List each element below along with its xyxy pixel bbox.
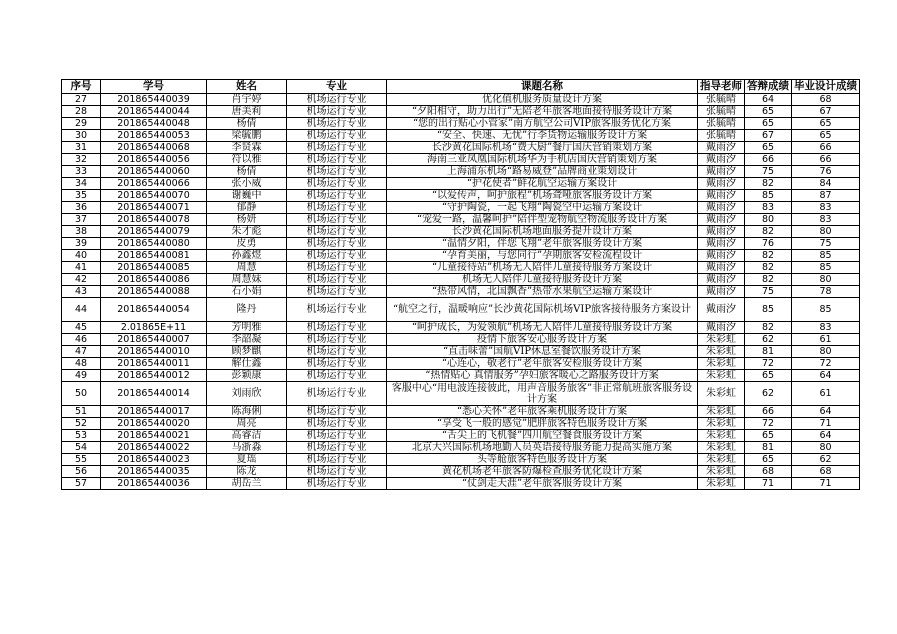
- header-major: 专业: [287, 80, 387, 94]
- table-row: [62, 250, 860, 262]
- table-row: [62, 142, 860, 154]
- cell-major: 机场运行专业: [287, 370, 387, 382]
- cell-row-number: 48: [62, 358, 101, 370]
- cell-topic-title: 长沙黄花国际机场“费大厨”餐厅国庆营销策划方案: [387, 142, 698, 154]
- header-design-score: 毕业设计成绩: [792, 80, 860, 94]
- cell-student-name: 陈龙: [207, 466, 287, 478]
- cell-major: 机场运行专业: [287, 358, 387, 370]
- cell-advisor: 朱彩虹: [698, 418, 745, 430]
- cell-student-name: 杨倩: [207, 166, 287, 178]
- cell-design-score: 83: [792, 214, 860, 226]
- cell-student-name: 隆丹: [207, 298, 287, 322]
- cell-major: 机场运行专业: [287, 106, 387, 118]
- cell-student-id: 201865440085: [101, 262, 207, 274]
- cell-row-number: 46: [62, 334, 101, 346]
- header-defense-score: 答辩成绩: [745, 80, 792, 94]
- table-row: [62, 466, 860, 478]
- cell-design-score: 80: [792, 346, 860, 358]
- cell-student-id: 201865440086: [101, 274, 207, 286]
- cell-advisor: 戴雨汐: [698, 190, 745, 202]
- cell-advisor: 朱彩虹: [698, 370, 745, 382]
- header-name: 姓名: [207, 80, 287, 94]
- cell-defense-score: 65: [745, 430, 792, 442]
- cell-topic-title: “热带风情，北国飘香”热带水果航空运输方案设计: [387, 286, 698, 298]
- cell-advisor: 戴雨汐: [698, 166, 745, 178]
- cell-design-score: 85: [792, 298, 860, 322]
- cell-advisor: 戴雨汐: [698, 274, 745, 286]
- cell-topic-title: “孕育美丽，与您同行”孕期旅客安检流程设计: [387, 250, 698, 262]
- cell-row-number: 55: [62, 454, 101, 466]
- header-advisor: 指导老师: [698, 80, 745, 94]
- cell-student-id: 201865440048: [101, 118, 207, 130]
- cell-design-score: 68: [792, 466, 860, 478]
- cell-student-name: 彭颖康: [207, 370, 287, 382]
- table-row: [62, 298, 860, 322]
- cell-advisor: 朱彩虹: [698, 382, 745, 406]
- table-row: [62, 130, 860, 142]
- cell-defense-score: 65: [745, 118, 792, 130]
- table-row: [62, 430, 860, 442]
- cell-student-name: 石小娟: [207, 286, 287, 298]
- cell-advisor: 朱彩虹: [698, 430, 745, 442]
- cell-design-score: 80: [792, 274, 860, 286]
- cell-design-score: 64: [792, 430, 860, 442]
- cell-major: 机场运行专业: [287, 262, 387, 274]
- cell-defense-score: 62: [745, 334, 792, 346]
- cell-defense-score: 82: [745, 322, 792, 334]
- cell-student-id: 201865440012: [101, 370, 207, 382]
- table-row: [62, 202, 860, 214]
- table-row: [62, 358, 860, 370]
- cell-student-name: 李韶凝: [207, 334, 287, 346]
- table-row: [62, 370, 860, 382]
- cell-row-number: 38: [62, 226, 101, 238]
- cell-student-name: 胡岳兰: [207, 478, 287, 490]
- cell-major: 机场运行专业: [287, 190, 387, 202]
- cell-student-name: 陈海俐: [207, 406, 287, 418]
- cell-major: 机场运行专业: [287, 322, 387, 334]
- cell-topic-title: “仗剑走天涯”老年旅客服务设计方案: [387, 478, 698, 490]
- cell-student-name: 杨妍: [207, 214, 287, 226]
- cell-student-name: 肖宇婷: [207, 94, 287, 106]
- table-row: [62, 322, 860, 334]
- cell-defense-score: 65: [745, 106, 792, 118]
- cell-row-number: 28: [62, 106, 101, 118]
- cell-design-score: 80: [792, 226, 860, 238]
- cell-design-score: 85: [792, 262, 860, 274]
- cell-advisor: 张毓晴: [698, 94, 745, 106]
- cell-advisor: 朱彩虹: [698, 454, 745, 466]
- cell-row-number: 29: [62, 118, 101, 130]
- cell-student-id: 201865440007: [101, 334, 207, 346]
- cell-defense-score: 82: [745, 226, 792, 238]
- cell-row-number: 50: [62, 382, 101, 406]
- table-body: [62, 94, 860, 490]
- cell-student-name: 周慧: [207, 262, 287, 274]
- cell-topic-title: 北京大兴国际机场地勤人员英语接待服务能力提高实施方案: [387, 442, 698, 454]
- cell-student-id: 201865440070: [101, 190, 207, 202]
- cell-major: 机场运行专业: [287, 94, 387, 106]
- cell-design-score: 78: [792, 286, 860, 298]
- cell-advisor: 戴雨汐: [698, 250, 745, 262]
- cell-student-id: 201865440080: [101, 238, 207, 250]
- cell-design-score: 71: [792, 478, 860, 490]
- cell-row-number: 54: [62, 442, 101, 454]
- cell-defense-score: 71: [745, 478, 792, 490]
- cell-student-name: 郁静: [207, 202, 287, 214]
- cell-student-id: 201865440060: [101, 166, 207, 178]
- cell-advisor: 张毓晴: [698, 118, 745, 130]
- cell-student-id: 201865440044: [101, 106, 207, 118]
- cell-major: 机场运行专业: [287, 118, 387, 130]
- cell-advisor: 戴雨汐: [698, 286, 745, 298]
- cell-row-number: 39: [62, 238, 101, 250]
- cell-student-name: 顾梦麒: [207, 346, 287, 358]
- cell-advisor: 朱彩虹: [698, 406, 745, 418]
- cell-topic-title: “呵护成长，为爱领航”机场无人陪伴儿童接待服务设计方案: [387, 322, 698, 334]
- cell-design-score: 67: [792, 106, 860, 118]
- cell-student-id: 201865440035: [101, 466, 207, 478]
- cell-topic-title: “享受飞一般的感觉”肥胖旅客特色服务设计方案: [387, 418, 698, 430]
- cell-defense-score: 65: [745, 142, 792, 154]
- cell-advisor: 朱彩虹: [698, 478, 745, 490]
- cell-row-number: 57: [62, 478, 101, 490]
- cell-topic-title: “儿童接待站”机场无人陪伴儿童接待服务方案设计: [387, 262, 698, 274]
- cell-design-score: 66: [792, 142, 860, 154]
- cell-topic-title: “舌尖上的飞机餐”四川航空餐食服务设计方案: [387, 430, 698, 442]
- cell-topic-title: 机场无人陪伴儿童接待服务设计方案: [387, 274, 698, 286]
- table-row: [62, 418, 860, 430]
- cell-defense-score: 85: [745, 298, 792, 322]
- cell-defense-score: 81: [745, 442, 792, 454]
- cell-design-score: 62: [792, 454, 860, 466]
- cell-major: 机场运行专业: [287, 298, 387, 322]
- cell-defense-score: 72: [745, 418, 792, 430]
- cell-design-score: 84: [792, 178, 860, 190]
- cell-student-id: 201865440081: [101, 250, 207, 262]
- cell-defense-score: 82: [745, 178, 792, 190]
- cell-major: 机场运行专业: [287, 130, 387, 142]
- table-row: [62, 286, 860, 298]
- cell-advisor: 朱彩虹: [698, 442, 745, 454]
- cell-advisor: 戴雨汐: [698, 178, 745, 190]
- cell-advisor: 戴雨汐: [698, 202, 745, 214]
- table-row: [62, 442, 860, 454]
- cell-topic-title: “以爱传声，呵护旅程”机场聋哑旅客服务设计方案: [387, 190, 698, 202]
- cell-student-id: 201865440039: [101, 94, 207, 106]
- thesis-grades-table: [61, 79, 860, 490]
- cell-defense-score: 65: [745, 370, 792, 382]
- cell-topic-title: “夕阳相守，助力出行”无陪老年旅客地面接待服务设计方案: [387, 106, 698, 118]
- cell-defense-score: 75: [745, 166, 792, 178]
- cell-student-id: 201865440088: [101, 286, 207, 298]
- cell-defense-score: 64: [745, 94, 792, 106]
- table-row: [62, 106, 860, 118]
- cell-row-number: 56: [62, 466, 101, 478]
- cell-defense-score: 82: [745, 250, 792, 262]
- cell-topic-title: 疫情下旅客安心服务设计方案: [387, 334, 698, 346]
- cell-design-score: 71: [792, 418, 860, 430]
- cell-row-number: 33: [62, 166, 101, 178]
- cell-student-name: 高睿洁: [207, 430, 287, 442]
- cell-student-id: 201865440022: [101, 442, 207, 454]
- cell-design-score: 61: [792, 382, 860, 406]
- cell-major: 机场运行专业: [287, 382, 387, 406]
- table-row: [62, 154, 860, 166]
- cell-design-score: 83: [792, 322, 860, 334]
- cell-advisor: 戴雨汐: [698, 238, 745, 250]
- cell-major: 机场运行专业: [287, 478, 387, 490]
- cell-advisor: 朱彩虹: [698, 334, 745, 346]
- cell-student-name: 符以雅: [207, 154, 287, 166]
- table-row: [62, 478, 860, 490]
- cell-row-number: 35: [62, 190, 101, 202]
- cell-row-number: 53: [62, 430, 101, 442]
- cell-major: 机场运行专业: [287, 346, 387, 358]
- cell-row-number: 32: [62, 154, 101, 166]
- cell-major: 机场运行专业: [287, 406, 387, 418]
- cell-student-name: 夏瑶: [207, 454, 287, 466]
- cell-advisor: 朱彩虹: [698, 466, 745, 478]
- cell-major: 机场运行专业: [287, 202, 387, 214]
- cell-defense-score: 65: [745, 454, 792, 466]
- cell-topic-title: “悉心关怀”老年旅客乘机服务设计方案: [387, 406, 698, 418]
- cell-major: 机场运行专业: [287, 454, 387, 466]
- table-row: [62, 454, 860, 466]
- cell-topic-title: “守护陶瓷，一起飞翔”陶瓷空中运输方案设计: [387, 202, 698, 214]
- cell-topic-title: 长沙黄花国际机场地面服务提升设计方案: [387, 226, 698, 238]
- cell-advisor: 戴雨汐: [698, 214, 745, 226]
- cell-topic-title: 头等舱旅客特色服务设计方案: [387, 454, 698, 466]
- cell-design-score: 64: [792, 406, 860, 418]
- cell-advisor: 戴雨汐: [698, 226, 745, 238]
- cell-defense-score: 72: [745, 358, 792, 370]
- table-row: [62, 274, 860, 286]
- cell-student-id: 201865440071: [101, 202, 207, 214]
- header-row: [62, 80, 860, 94]
- cell-design-score: 64: [792, 370, 860, 382]
- cell-design-score: 83: [792, 202, 860, 214]
- table-row: [62, 226, 860, 238]
- cell-row-number: 41: [62, 262, 101, 274]
- cell-design-score: 75: [792, 238, 860, 250]
- cell-defense-score: 82: [745, 274, 792, 286]
- cell-major: 机场运行专业: [287, 226, 387, 238]
- cell-defense-score: 82: [745, 262, 792, 274]
- cell-defense-score: 85: [745, 190, 792, 202]
- cell-student-name: 孙鑫煜: [207, 250, 287, 262]
- cell-student-id: 201865440078: [101, 214, 207, 226]
- table-row: [62, 118, 860, 130]
- cell-topic-title: “安全、快速、无忧”行李货物运输服务设计方案: [387, 130, 698, 142]
- cell-defense-score: 80: [745, 214, 792, 226]
- cell-row-number: 31: [62, 142, 101, 154]
- cell-row-number: 51: [62, 406, 101, 418]
- cell-advisor: 朱彩虹: [698, 358, 745, 370]
- cell-topic-title: “热情贴心 真情服务”孕妇旅客暖心之路服务设计方案: [387, 370, 698, 382]
- cell-student-name: 朱才彪: [207, 226, 287, 238]
- cell-defense-score: 68: [745, 466, 792, 478]
- cell-row-number: 43: [62, 286, 101, 298]
- cell-student-id: 2.01865E+11: [101, 322, 207, 334]
- cell-student-id: 201865440021: [101, 430, 207, 442]
- cell-student-id: 201865440068: [101, 142, 207, 154]
- cell-student-name: 李贤霖: [207, 142, 287, 154]
- cell-design-score: 68: [792, 94, 860, 106]
- cell-advisor: 戴雨汐: [698, 154, 745, 166]
- cell-student-id: 201865440020: [101, 418, 207, 430]
- cell-row-number: 47: [62, 346, 101, 358]
- cell-student-name: 马浙淼: [207, 442, 287, 454]
- cell-major: 机场运行专业: [287, 238, 387, 250]
- cell-advisor: 戴雨汐: [698, 262, 745, 274]
- cell-row-number: 44: [62, 298, 101, 322]
- cell-defense-score: 75: [745, 286, 792, 298]
- cell-student-id: 201865440053: [101, 130, 207, 142]
- cell-major: 机场运行专业: [287, 250, 387, 262]
- cell-topic-title: “航空之行，温暖响应”长沙黄花国际机场VIP旅客接待服务方案设计: [387, 298, 698, 322]
- cell-student-name: 唐美莉: [207, 106, 287, 118]
- cell-row-number: 27: [62, 94, 101, 106]
- cell-row-number: 37: [62, 214, 101, 226]
- cell-design-score: 80: [792, 442, 860, 454]
- cell-student-id: 201865440011: [101, 358, 207, 370]
- cell-defense-score: 83: [745, 202, 792, 214]
- cell-advisor: 戴雨汐: [698, 322, 745, 334]
- table-row: [62, 382, 860, 406]
- cell-student-name: 刘雨欣: [207, 382, 287, 406]
- table-row: [62, 166, 860, 178]
- header-topic: 课题名称: [387, 80, 698, 94]
- cell-row-number: 36: [62, 202, 101, 214]
- cell-student-name: 周慧妹: [207, 274, 287, 286]
- cell-student-name: 杨倩: [207, 118, 287, 130]
- cell-defense-score: 81: [745, 346, 792, 358]
- table-header: [62, 80, 860, 94]
- cell-advisor: 张毓晴: [698, 130, 745, 142]
- cell-student-name: 周亮: [207, 418, 287, 430]
- table-row: [62, 334, 860, 346]
- cell-row-number: 34: [62, 178, 101, 190]
- cell-advisor: 戴雨汐: [698, 298, 745, 322]
- cell-student-id: 201865440066: [101, 178, 207, 190]
- cell-row-number: 49: [62, 370, 101, 382]
- cell-topic-title: “您的出行贴心小管家”南方航空公司VIP旅客服务优化方案: [387, 118, 698, 130]
- header-student-id: 学号: [101, 80, 207, 94]
- cell-design-score: 72: [792, 358, 860, 370]
- cell-student-name: 解仕鑫: [207, 358, 287, 370]
- cell-design-score: 85: [792, 250, 860, 262]
- cell-row-number: 45: [62, 322, 101, 334]
- cell-defense-score: 62: [745, 382, 792, 406]
- cell-row-number: 52: [62, 418, 101, 430]
- cell-topic-title: “直击味蕾”国航VIP休息室餐饮服务设计方案: [387, 346, 698, 358]
- cell-major: 机场运行专业: [287, 286, 387, 298]
- cell-student-id: 201865440079: [101, 226, 207, 238]
- cell-major: 机场运行专业: [287, 418, 387, 430]
- cell-topic-title: “温情夕阳，伴您飞翔”老年旅客服务设计方案: [387, 238, 698, 250]
- cell-student-name: 梁毓鹏: [207, 130, 287, 142]
- cell-student-name: 谢巍中: [207, 190, 287, 202]
- cell-design-score: 65: [792, 118, 860, 130]
- cell-advisor: 戴雨汐: [698, 142, 745, 154]
- cell-defense-score: 67: [745, 130, 792, 142]
- cell-defense-score: 66: [745, 154, 792, 166]
- cell-major: 机场运行专业: [287, 142, 387, 154]
- cell-student-id: 201865440036: [101, 478, 207, 490]
- cell-student-id: 201865440017: [101, 406, 207, 418]
- cell-student-id: 201865440023: [101, 454, 207, 466]
- cell-defense-score: 76: [745, 238, 792, 250]
- cell-student-id: 201865440054: [101, 298, 207, 322]
- cell-major: 机场运行专业: [287, 166, 387, 178]
- cell-topic-title: 黄花机场老年旅客防爆检查服务优化设计方案: [387, 466, 698, 478]
- cell-topic-title: “心连心，敬老行”老年旅客安检服务设计方案: [387, 358, 698, 370]
- cell-major: 机场运行专业: [287, 466, 387, 478]
- cell-student-id: 201865440014: [101, 382, 207, 406]
- table-row: [62, 94, 860, 106]
- cell-row-number: 40: [62, 250, 101, 262]
- table-row: [62, 346, 860, 358]
- cell-major: 机场运行专业: [287, 214, 387, 226]
- cell-topic-title: “宠爱一路，温馨呵护”陪伴型宠物航空物流服务设计方案: [387, 214, 698, 226]
- table-row: [62, 238, 860, 250]
- cell-major: 机场运行专业: [287, 430, 387, 442]
- table-row: [62, 262, 860, 274]
- cell-row-number: 30: [62, 130, 101, 142]
- cell-design-score: 61: [792, 334, 860, 346]
- cell-major: 机场运行专业: [287, 442, 387, 454]
- cell-topic-title: 优化值机服务质量设计方案: [387, 94, 698, 106]
- cell-design-score: 87: [792, 190, 860, 202]
- cell-defense-score: 66: [745, 406, 792, 418]
- cell-student-name: 皮勇: [207, 238, 287, 250]
- cell-major: 机场运行专业: [287, 178, 387, 190]
- cell-advisor: 朱彩虹: [698, 346, 745, 358]
- cell-row-number: 42: [62, 274, 101, 286]
- table-row: [62, 406, 860, 418]
- cell-major: 机场运行专业: [287, 274, 387, 286]
- header-no: 序号: [62, 80, 101, 94]
- table-row: [62, 190, 860, 202]
- cell-major: 机场运行专业: [287, 154, 387, 166]
- cell-advisor: 张毓晴: [698, 106, 745, 118]
- cell-student-name: 张小威: [207, 178, 287, 190]
- cell-student-name: 芳明雅: [207, 322, 287, 334]
- cell-design-score: 66: [792, 154, 860, 166]
- cell-topic-title: 海南三亚凤凰国际机场华为手机店国庆营销策划方案: [387, 154, 698, 166]
- cell-topic-title: 上海浦东机场“路易威登”品牌商业策划设计: [387, 166, 698, 178]
- cell-design-score: 76: [792, 166, 860, 178]
- table-row: [62, 214, 860, 226]
- cell-student-id: 201865440010: [101, 346, 207, 358]
- table-row: [62, 178, 860, 190]
- cell-design-score: 65: [792, 130, 860, 142]
- cell-topic-title: 客服中心“用电波连接彼此，用声音服务旅客”非正常航班旅客服务设计方案: [387, 382, 698, 406]
- cell-student-id: 201865440056: [101, 154, 207, 166]
- cell-major: 机场运行专业: [287, 334, 387, 346]
- cell-topic-title: “护花使者”鲜花航空运输方案设计: [387, 178, 698, 190]
